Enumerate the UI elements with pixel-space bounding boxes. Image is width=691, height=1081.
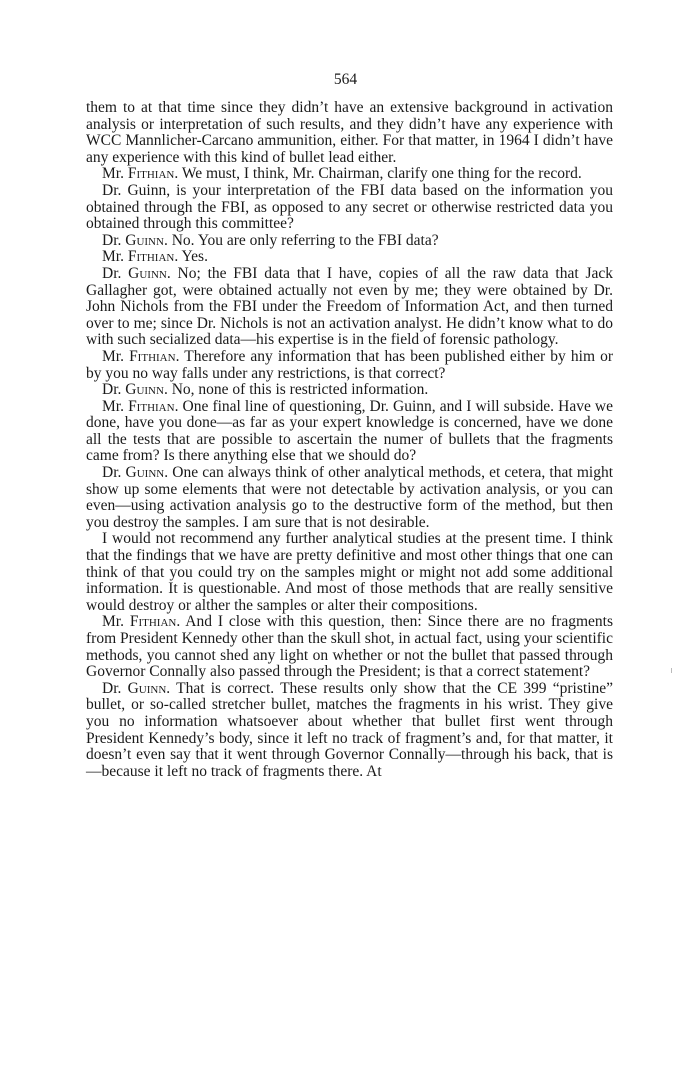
paragraph-text: . One can always think of other analytical methods, et cetera, that might show up some elements that were not detectable by activation analysis, or you can even—using activation analysis go to the destructive form of the method, but then you destroy the samples. I am sure that is not desirable. xyxy=(86,464,613,531)
paragraph-text: . No; the FBI data that I have, copies of all the raw data that Jack Gallagher got, were obtained actually not even by me; they were obtained by Dr. John Nichols from the FBI under the Freedom of Information Act, and then turned over to me; since Dr. Nichols is not an activation analyst. He didn’t know what to do with such secialized data—his expertise is in the field of forensic pathology. xyxy=(86,264,614,349)
speaker-prefix: Mr. xyxy=(102,613,130,631)
transcript-paragraph xyxy=(86,399,613,465)
speaker-prefix: Dr. xyxy=(102,381,126,399)
paragraph-text: . One final line of questioning, Dr. Guinn, and I will subside. Have we done, have you done—as far as your expert knowledge is concerned, have we done all the tests that are possible to ascertain the numer of bullets that the fragments came from? Is there anything else that we should do? xyxy=(86,397,613,465)
paragraph-text: them to at that time since they didn’t have an extensive background in activation analysis or interpretation of such results, and they didn’t have any experience with WCC Mannlicher-Carcano ammunition, either. For that matter, in 1964 I didn’t have any experience with this kind of bullet lead either. xyxy=(86,99,613,166)
margin-mark xyxy=(671,668,672,673)
transcript-paragraph xyxy=(86,681,613,781)
speaker-prefix: Mr. xyxy=(102,347,130,365)
speaker-name: Guinn xyxy=(125,381,164,399)
speaker-prefix: Mr. xyxy=(102,248,128,266)
paragraph-text: . Yes. xyxy=(174,248,208,266)
speaker-name: Fithian xyxy=(129,347,176,365)
speaker-name: Guinn xyxy=(127,679,167,697)
paragraph-text: I would not recommend any further analytical studies at the present time. I think that the findings that we have are pretty definitive and most other things that one can think of that you could try on the samples might or might not add some additional information. It is questionable. And most of those methods that are really sensitive would destroy or alther the samples or alter their compositions. xyxy=(86,530,613,614)
paragraph-text: . We must, I think, Mr. Chairman, clarify one thing for the record. xyxy=(174,165,582,183)
speaker-name: Fithian xyxy=(128,397,175,415)
transcript-paragraph xyxy=(86,266,613,349)
paragraph-text: . Therefore any information that has been published either by him or by you no way falls under any restrictions, is that correct? xyxy=(86,347,613,382)
speaker-name: Guinn xyxy=(125,231,164,249)
speaker-name: Guinn xyxy=(125,464,165,482)
transcript-body xyxy=(86,100,613,780)
speaker-name: Guinn xyxy=(128,264,167,282)
speaker-prefix: Dr. xyxy=(102,231,126,249)
speaker-name: Fithian xyxy=(129,613,177,631)
speaker-prefix: Mr. xyxy=(102,165,128,183)
speaker-prefix: Dr. xyxy=(102,264,129,282)
speaker-prefix: Mr. xyxy=(102,397,129,415)
page-number: 564 xyxy=(333,71,358,88)
paragraph-text: . That is correct. These results only show that the CE 399 “pristine” bullet, or so-called stretcher bullet, matches the fragments in his wrist. They give you no information whatsoever about whether that bullet first went through President Kennedy’s body, since it left no track of fragment’s and, for that matter, it doesn’t even say that it went through Governor Connally—through his back, that is—because it left no track of fragments there. At xyxy=(86,679,614,780)
transcript-paragraph xyxy=(86,382,613,399)
transcript-paragraph xyxy=(86,614,613,680)
speaker-name: Fithian xyxy=(127,248,175,266)
speaker-prefix: Dr. xyxy=(102,679,128,697)
transcript-paragraph xyxy=(86,249,613,266)
transcript-paragraph xyxy=(86,183,613,233)
speaker-prefix: Dr. xyxy=(102,464,126,482)
transcript-paragraph xyxy=(86,349,613,382)
paragraph-text: Dr. Guinn, is your interpretation of the FBI data based on the information you obtained through the FBI, as opposed to any secret or otherwise restricted data you obtained through this committee? xyxy=(86,181,613,233)
transcript-paragraph xyxy=(86,465,613,531)
transcript-paragraph xyxy=(86,233,613,250)
transcript-paragraph xyxy=(86,531,613,614)
transcript-paragraph xyxy=(86,100,613,166)
paragraph-text: . No, none of this is restricted information. xyxy=(163,381,429,399)
speaker-name: Fithian xyxy=(127,165,175,183)
transcript-paragraph xyxy=(86,166,613,183)
paragraph-text: . And I close with this question, then: Since there are no fragments from President Kennedy other than the skull shot, in actual fact, using your scientific methods, you cannot shed any light on whether or not the bullet that passed through Governor Connally also passed through the President; is that a correct statement? xyxy=(86,613,613,681)
paragraph-text: . No. You are only referring to the FBI data? xyxy=(163,231,439,249)
